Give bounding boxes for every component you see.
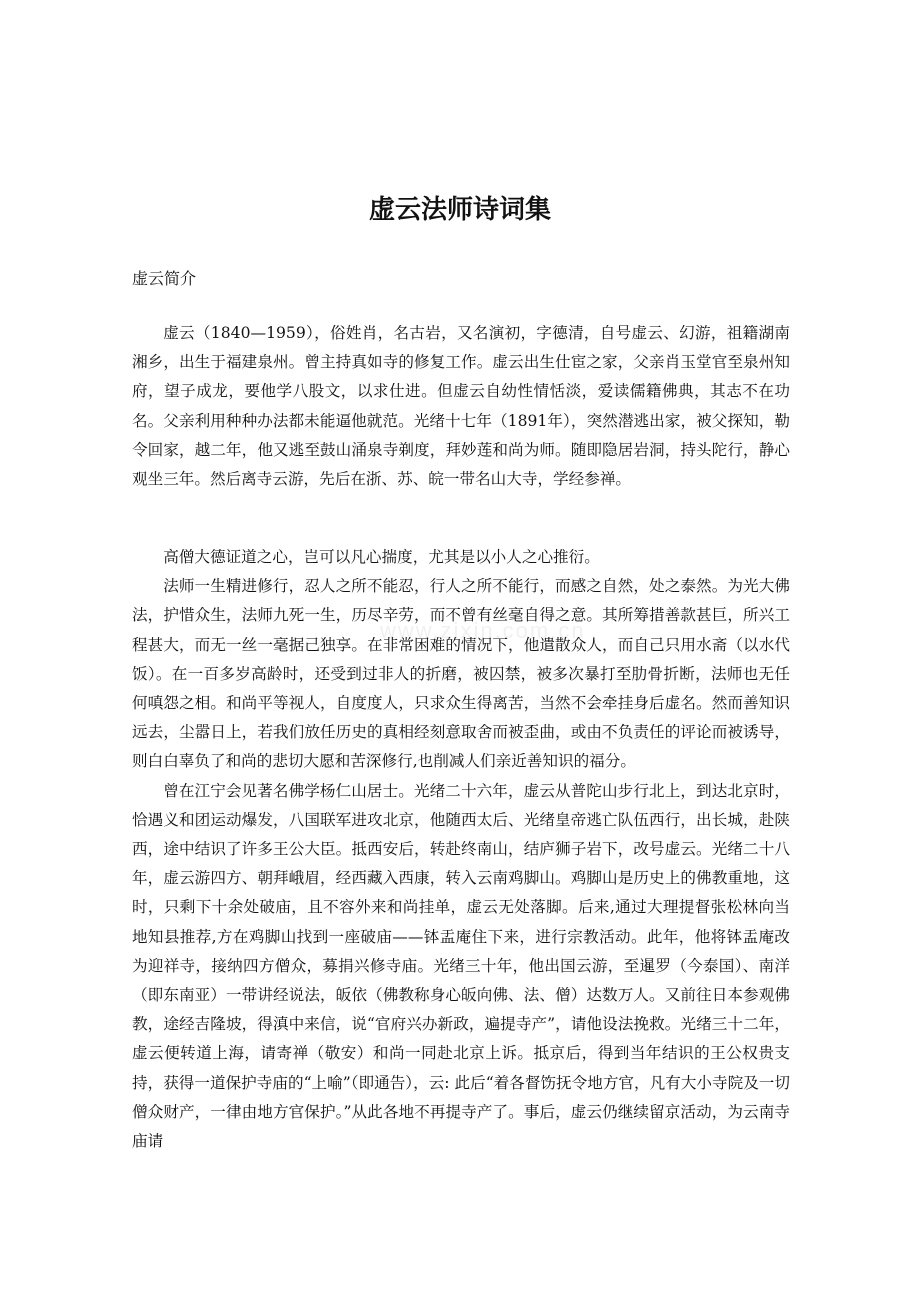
section-heading: 虚云简介 [132, 269, 197, 288]
intro-paragraph: 虚云（1840—1959），俗姓肖，名古岩，又名演初，字德清，自号虚云、幻游，祖籍湖南湘乡，出生于福建泉州。曾主持真如寺的修复工作。虚云出生仕宦之家，父亲肖玉堂官至泉州知府，望子成龙，要他学八股文，以求仕进。但虚云自幼性情恬淡，爱读儒籍佛典，其志不在功名。父亲利用种种办法都未能逼他就范。光绪十七年（1891年），突然潜逃出家，被父探知，勒令回家，越二年，他又逃至鼓山涌泉寺剃度，拜妙莲和尚为师。随即隐居岩洞，持头陀行，静心观坐三年。然后离寺云游，先后在浙、苏、皖一带名山大寺，学经参禅。 [132, 324, 790, 489]
body-paragraph: 高僧大德证道之心，岂可以凡心揣度，尤其是以小人之心推衍。 [163, 548, 600, 566]
body-paragraph-group [132, 543, 790, 1156]
body-paragraph: 法师一生精进修行，忍人之所不能忍，行人之所不能行，而感之自然，处之泰然。为光大佛法，护惜众生，法师九死一生，历尽辛劳，而不曾有丝毫自得之意。其所筹措善款甚巨，所兴工程甚大，而无一丝一毫据己独享。在非常困难的情况下，他遣散众人，而自己只用水斋（以水代饭）。在一百多岁高龄时，还受到过非人的折磨，被囚禁，被多次暴打至肋骨折断，法师也无任何嗔怨之相。和尚平等视人，自度度人，只求众生得离苦，当然不会牵挂身后虚名。然而善知识远去，尘嚣日上，若我们放任历史的真相经刻意取舍而被歪曲，或由不负责任的评论而被诱导，则白白辜负了和尚的悲切大愿和苦深修行,也削减人们亲近善知识的福分。 [132, 577, 790, 771]
document-title: 虚云法师诗词集 [368, 195, 551, 225]
watermark: www.zixin.com.cn [380, 618, 586, 643]
body-paragraph: 曾在江宁会见著名佛学杨仁山居士。光绪二十六年，虚云从普陀山步行北上，到达北京时，恰遇义和团运动爆发，八国联军进攻北京，他随西太后、光绪皇帝逃亡队伍西行，出长城，赴陕西，途中结识了许多王公大臣。抵西安后，转赴终南山，结庐狮子岩下，改号虚云。光绪二十八年，虚云游四方、朝拜峨眉，经西藏入西康，转入云南鸡脚山。鸡脚山是历史上的佛教重地，这时，只剩下十余处破庙，且不容外来和尚挂单，虚云无处落脚。后来,通过大理提督张松林向当地知县推荐,方在鸡脚山找到一座破庙——钵盂庵住下来，进行宗教活动。此年，他将钵盂庵改为迎祥寺，接纳四方僧众，募捐兴修寺庙。光绪三十年，他出国云游，至暹罗（今泰国）、南洋（即东南亚）一带讲经说法，皈依（佛教称身心皈向佛、法、僧）达数万人。又前往日本参观佛教，途经吉隆坡，得滇中来信，说“官府兴办新政，遍提寺产”，请他设法挽救。光绪三十二年，虚云便转道上海，请寄禅（敬安）和尚一同赴北京上诉。抵京后，得到当年结识的王公权贵支持，获得一道保护寺庙的“上喻”（即通告），云: 此后“着各督饬抚令地方官，凡有大小寺院及一切僧众财产，一律由地方官保护。”从此各地不再提寺产了。事后，虚云仍继续留京活动，为云南寺庙请 [132, 781, 790, 1151]
